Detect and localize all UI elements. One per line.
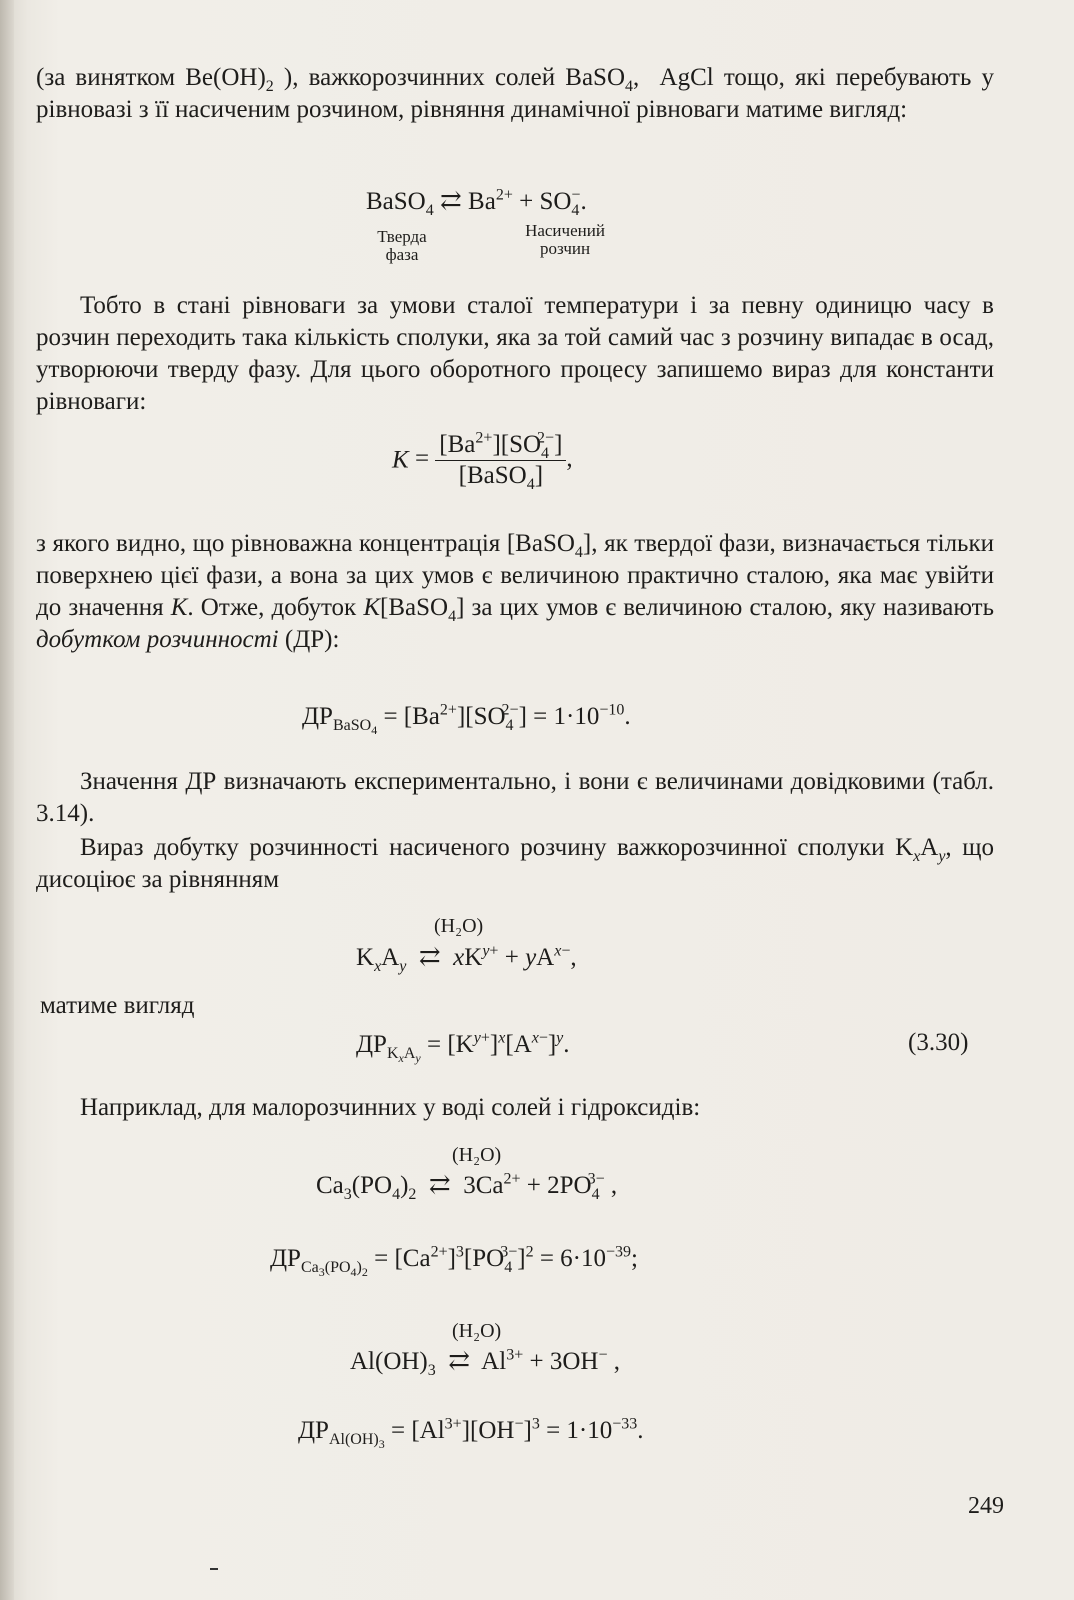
label-h2o-3: (H₂O): [452, 1320, 502, 1342]
equation-baso4-equilibrium: BaSO$_4$ ⇄ $Ba^{2+} + SO_4^-$.: [366, 186, 587, 219]
equation-number: (3.30): [908, 1029, 969, 1056]
paragraph-examples: Наприклад, для малорозчинних у воді солей і гідроксидів:: [80, 1094, 701, 1121]
label-saturated-solution: Насичений розчин: [525, 221, 605, 258]
page-number: 249: [968, 1493, 1004, 1519]
paragraph-general-compound: Вираз добутку розчинності насиченого розчину важкорозчинної сполуки $K_xA_y$, що дисоціює за рівнянням: [36, 834, 994, 893]
equation-general-dissociation: $K_xA_y$ ⇄ $xK^{y+} + yA^{x-}$,: [356, 942, 577, 975]
paragraph-solubility-product: з якого видно, що рівноважна концентрація [BaSO$_4$], як твердої фази, визначається тільки поверхнею цієї фази, а вона за цих умов є величиною практично сталою, яка має увійти до значення K. Отже, добуток K[BaSO$_4$] за цих умов є величиною сталою, яку називають добутком розчинності (ДР):: [36, 530, 994, 653]
paragraph-will-look: матиме вигляд: [40, 992, 195, 1019]
equation-dr-ca3po42: $ДР_{Ca_3(PO_4)_2} = [Ca^{2+}]^3[PO_4^{3-}]^2 = 6\cdot 10^{-39}$;: [270, 1243, 638, 1280]
equation-ca3po42-dissociation: $Ca_3(PO_4)_2$ ⇄ $3Ca^{2+} + 2PO_4^{3-}$ ,: [316, 1170, 618, 1203]
page-spine-shadow: [0, 0, 14, 1600]
equation-general-dr: $ДР_{K_xA_y} = [K^{y+}]^x[A^{x-}]^y$.: [356, 1029, 570, 1066]
label-h2o-2: (H₂O): [452, 1144, 502, 1166]
paragraph-equilibrium: Тобто в стані рівноваги за умови сталої температури і за певну одиницю часу в розчин переходить така кількість сполуки, яка за той самий час з розчину випадає в осад, утворюючи тверду фазу. Для цього оборотного процесу запишемо вираз для константи рівноваги:: [36, 292, 994, 415]
paragraph-intro: (за винятком $Be(OH)_2$ ), важкорозчинних солей BaSO$_4$, AgCl тощо, які перебувають у рівновазі з її насиченим розчином, рівняння динамічної рівноваги матиме вигляд:: [36, 64, 994, 123]
label-solid-phase: Тверда фаза: [377, 227, 427, 264]
equation-aloh3-dissociation: $Al(OH)_3$ ⇄ $Al^{3+} + 3OH^-$ ,: [350, 1346, 620, 1379]
stray-mark: [210, 1568, 218, 1570]
paragraph-experimental: Значення ДР визначають експериментально, і вони є величинами довідковими (табл. 3.14).: [36, 768, 994, 827]
label-h2o-1: (H₂O): [434, 915, 484, 937]
equation-dr-aloh3: $ДР_{Al(OH)_3} = [Al^{3+}][OH^-]^3 = 1\cdot 10^{-33}$.: [298, 1415, 644, 1452]
equation-dr-baso4: $ДР_{BaSO_4} = [Ba^{2+}][SO_4^{2-}] = 1\cdot 10^{-10}$.: [302, 701, 631, 738]
equation-equilibrium-constant: K = $\frac{[Ba^{2+}][SO_4^{2-}]}{[BaSO_4]}$ ,: [392, 429, 573, 493]
